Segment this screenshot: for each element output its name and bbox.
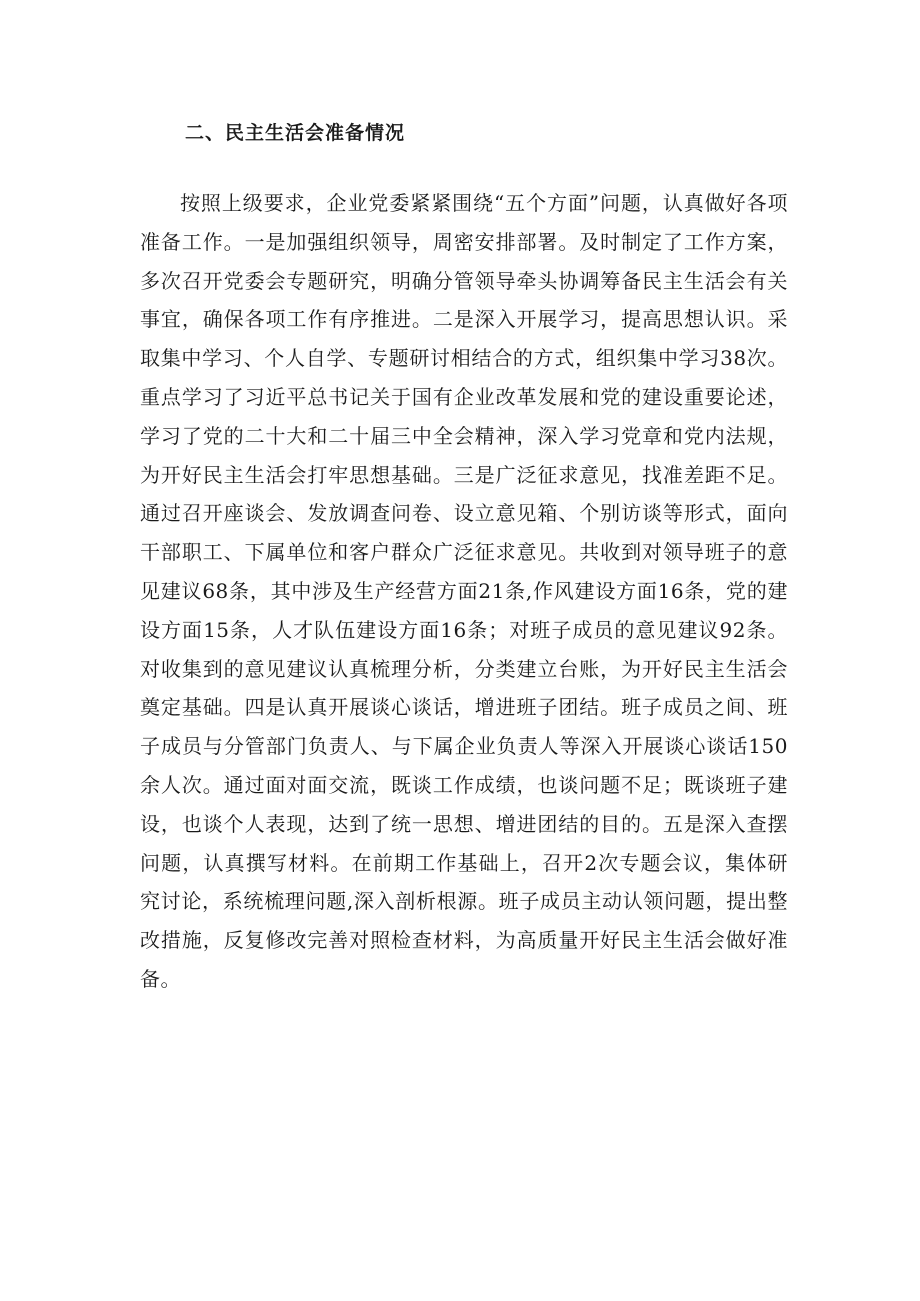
body-paragraph: 按照上级要求，企业党委紧紧围绕“五个方面”问题，认真做好各项准备工作。一是加强组织领导，周密安排部署。及时制定了工作方案，多次召开党委会专题研究，明确分管领导牵头协调筹备民主生活会有关事宜，确保各项工作有序推进。二是深入开展学习，提高思想认识。采取集中学习、个人自学、专题研讨相结合的方式，组织集中学习38次。重点学习了习近平总书记关于国有企业改革发展和党的建设重要论述，学习了党的二十大和二十届三中全会精神，深入学习党章和党内法规，为开好民主生活会打牢思想基础。三是广泛征求意见，找准差距不足。通过召开座谈会、发放调查问卷、设立意见箱、个别访谈等形式，面向干部职工、下属单位和客户群众广泛征求意见。共收到对领导班子的意见建议68条，其中涉及生产经营方面21条,作风建设方面16条，党的建设方面15条，人才队伍建设方面16条；对班子成员的意见建议92条。对收集到的意见建议认真梳理分析，分类建立台账，为开好民主生活会奠定基础。四是认真开展谈心谈话，增进班子团结。班子成员之间、班子成员与分管部门负责人、与下属企业负责人等深入开展谈心谈话150余人次。通过面对面交流，既谈工作成绩，也谈问题不足；既谈班子建设，也谈个人表现，达到了统一思想、增进团结的目的。五是深入查摆问题，认真撰写材料。在前期工作基础上，召开2次专题会议，集体研究讨论，系统梳理问题,深入剖析根源。班子成员主动认领问题，提出整改措施，反复修改完善对照检查材料，为高质量开好民主生活会做好准备。 — [140, 191, 788, 991]
section-heading: 二、民主生活会准备情况 — [185, 122, 406, 144]
